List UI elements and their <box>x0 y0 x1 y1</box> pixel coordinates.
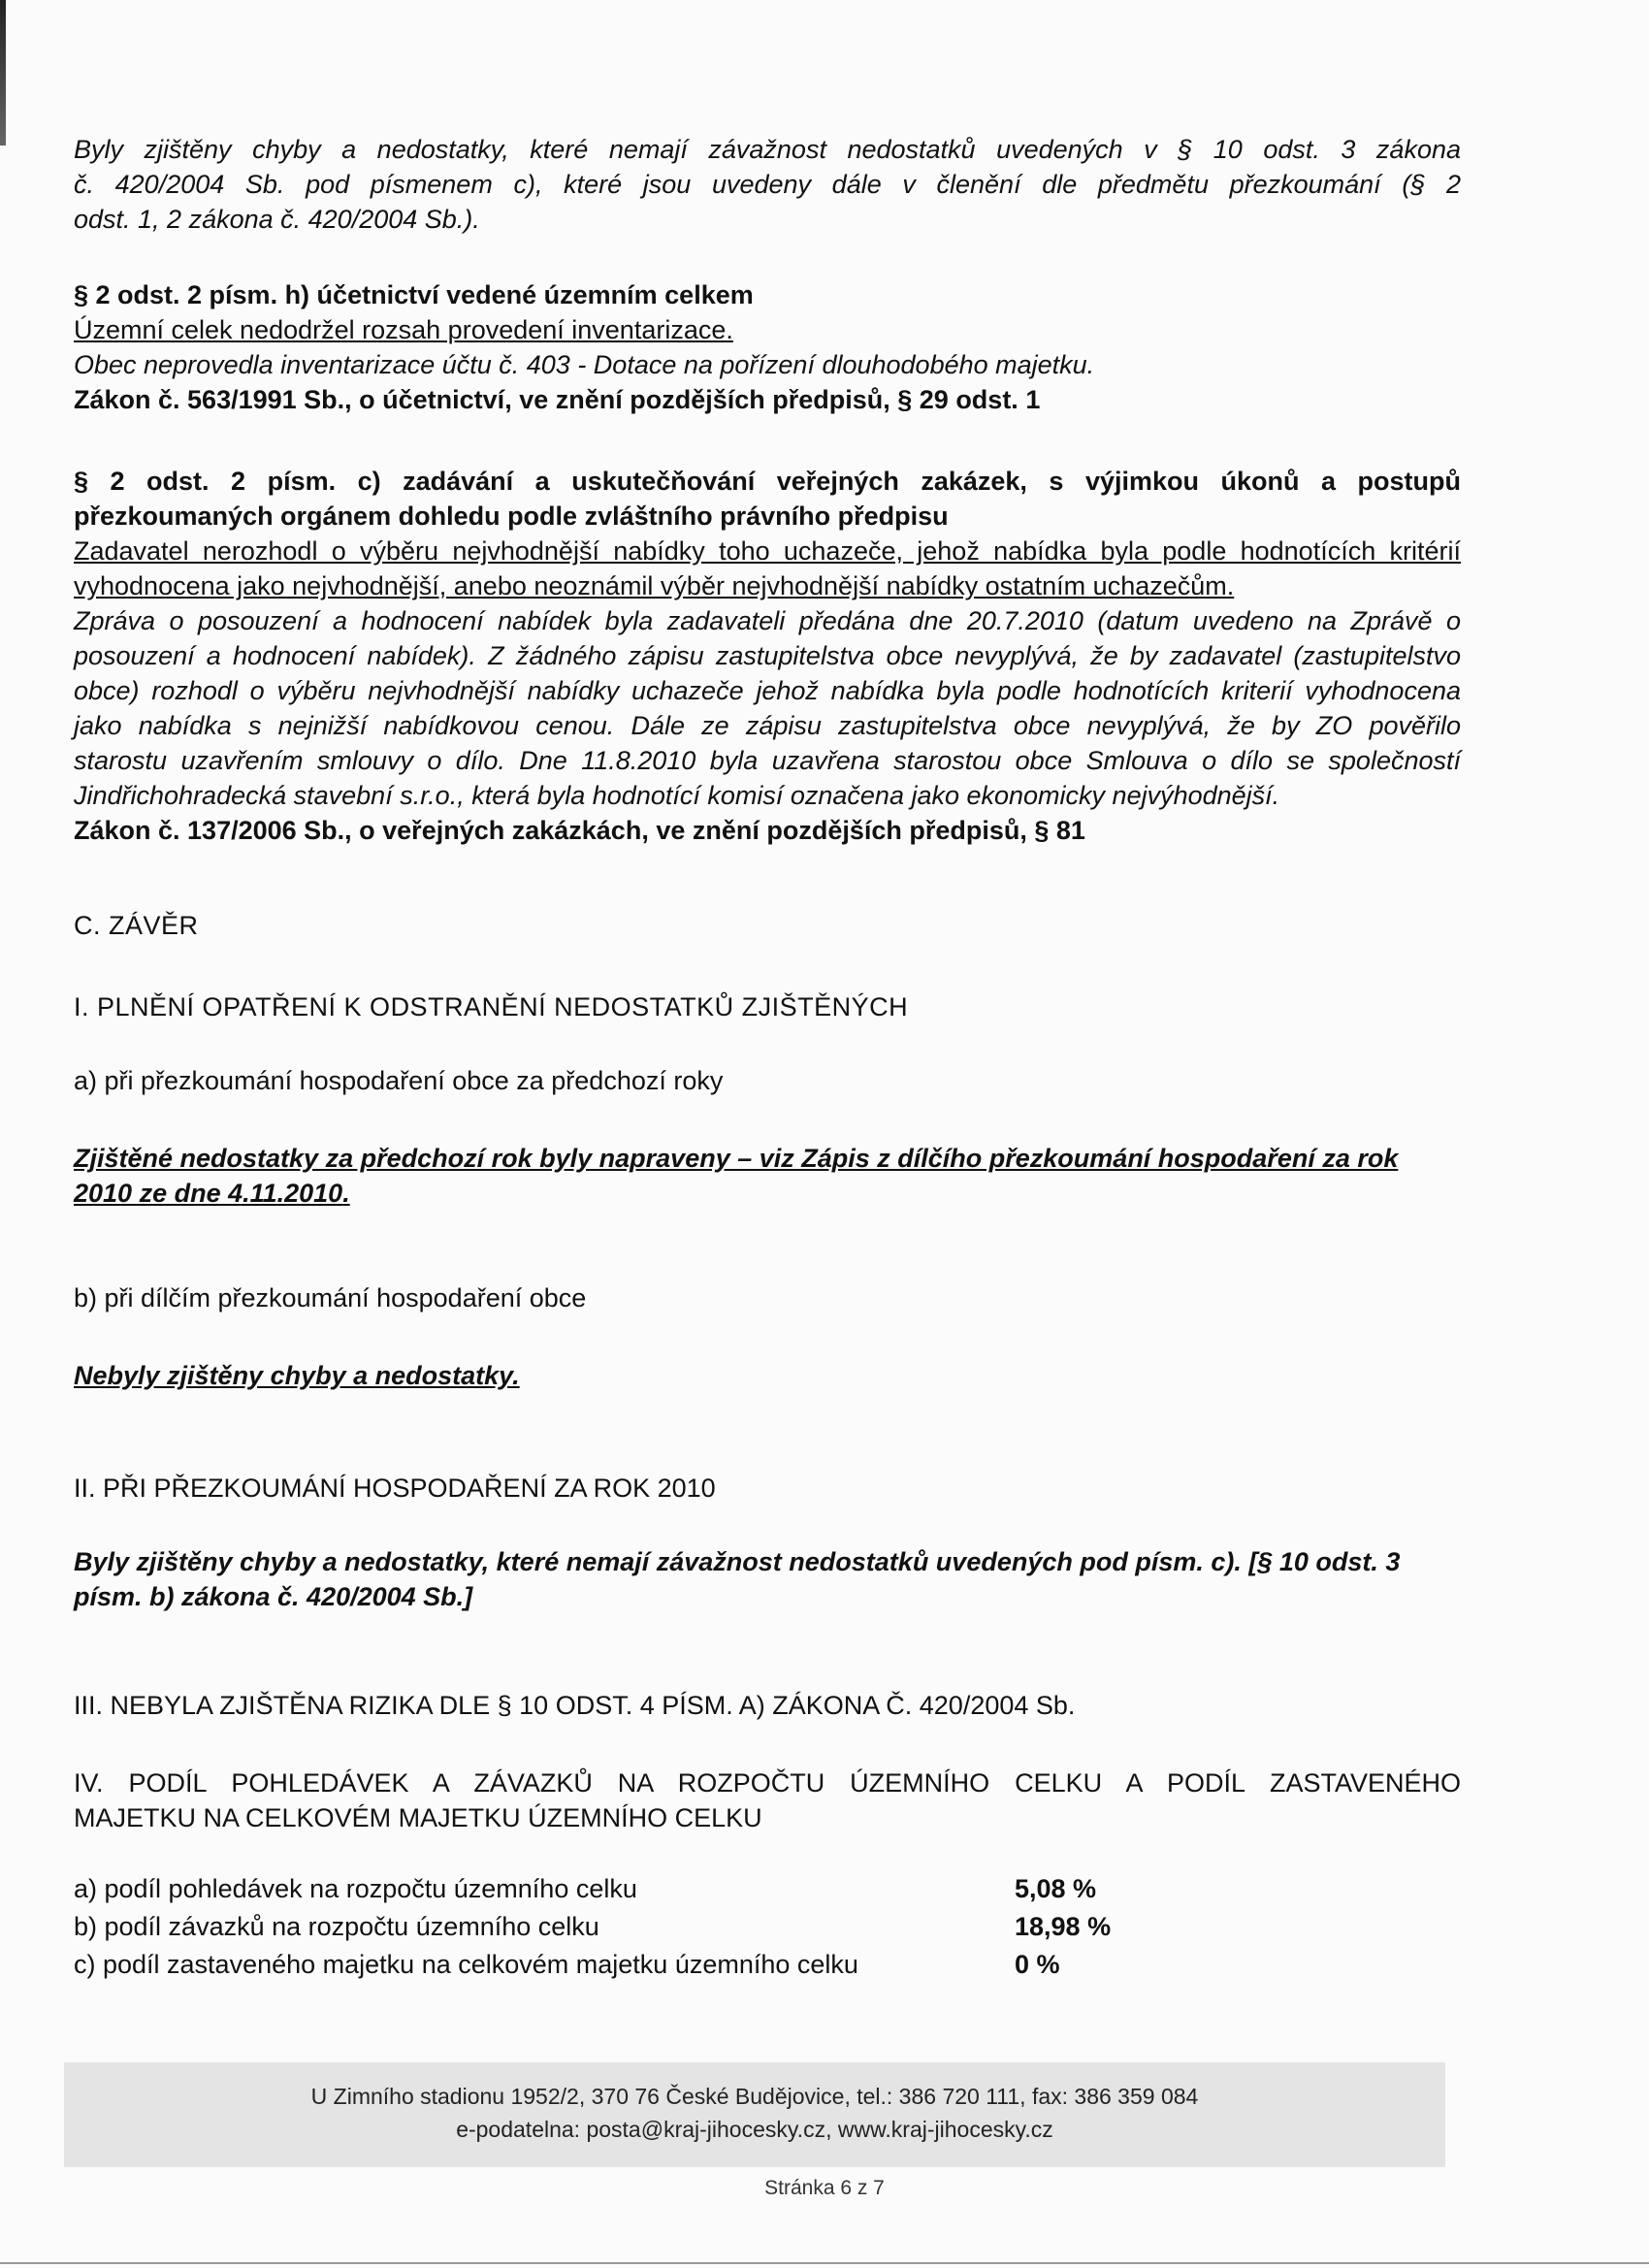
scan-edge-mark <box>0 0 6 146</box>
ratio-value: 5,08 % <box>1015 1874 1097 1903</box>
ratio-row <box>74 1908 1461 1946</box>
section-finding: vyhodnocena jako nejvhodnější, anebo neoznámil výběr nejvhodnější nabídky ostatním uchazečům. <box>74 571 1235 600</box>
part1-a-result <box>74 1141 1461 1211</box>
result-line: Byly zjištěny chyby a nedostatky, které nemají závažnost nedostatků uvedených pod písm. c). [§ 10 odst. 3 <box>74 1547 1401 1576</box>
section-finding: Zadavatel nerozhodl o výběru nejvhodnější nabídky toho uchazeče, jehož nabídka byla podle hodnotících kritérií <box>74 536 1461 566</box>
footer-contact: e-podatelna: posta@kraj-jihocesky.cz, www.kraj-jihocesky.cz <box>456 2117 1053 2142</box>
ratio-value: 0 % <box>1015 1950 1060 1979</box>
intro-line: odst. 1, 2 zákona č. 420/2004 Sb.). <box>74 205 480 234</box>
page-number: Stránka 6 z 7 <box>764 2177 885 2199</box>
law-reference: Zákon č. 137/2006 Sb. <box>74 816 345 845</box>
law-reference-rest: , o účetnictví, ve znění pozdějších předpisů, § 29 odst. 1 <box>344 385 1041 414</box>
footer-address: U Zimního stadionu 1952/2, 370 76 České Budějovice, tel.: 386 720 111, fax: 386 359 084 <box>310 2084 1199 2109</box>
section-heading: přezkoumaných orgánem dohledu podle zvláštního právního předpisu <box>74 502 949 531</box>
part1-title: I. PLNĚNÍ OPATŘENÍ K ODSTRANĚNÍ NEDOSTATKŮ ZJIŠTĚNÝCH <box>74 992 909 1021</box>
part1-b-label: b) při dílčím přezkoumání hospodaření obce <box>74 1283 587 1312</box>
ratio-row <box>74 1870 1461 1908</box>
law-reference-rest: , o veřejných zakázkách, ve znění pozdějších předpisů, § 81 <box>344 816 1085 845</box>
section-detail: Obec neprovedla inventarizace účtu č. 403 - Dotace na pořízení dlouhodobého majetku. <box>74 350 1095 379</box>
law-reference: Zákon č. 563/1991 Sb. <box>74 385 345 414</box>
section-detail: Jindřichohradecká stavební s.r.o., která byla hodnotící komisí označena jako ekonomicky nejvýhodnější. <box>74 781 1280 810</box>
part4-title <box>74 1766 1461 1835</box>
result-line: 2010 ze dne 4.11.2010. <box>74 1179 350 1208</box>
result-line: Zjištěné nedostatky za předchozí rok byly napraveny – viz Zápis z dílčího přezkoumání hospodaření za rok <box>74 1144 1399 1173</box>
part1-b-result: Nebyly zjištěny chyby a nedostatky. <box>74 1361 520 1390</box>
section-heading: § 2 odst. 2 písm. h) účetnictví vedené územním celkem <box>74 280 754 309</box>
intro-line: Byly zjištěny chyby a nedostatky, které nemají závažnost nedostatků uvedených v § 10 odst. 3 zákona <box>74 135 1461 164</box>
conclusion-title: C. ZÁVĚR <box>74 911 199 940</box>
ratio-label: b) podíl závazků na rozpočtu územního celku <box>74 1912 599 1941</box>
ratio-list <box>74 1870 1461 1984</box>
section-detail: posouzení a hodnocení nabídek). Z žádného zápisu zastupitelstva obce nevyplývá, že by zadavatel (zastupitelstvo <box>74 641 1461 670</box>
part2-title: II. PŘI PŘEZKOUMÁNÍ HOSPODAŘENÍ ZA ROK 2010 <box>74 1474 716 1503</box>
ratio-row <box>74 1946 1461 1984</box>
intro-line: č. 420/2004 Sb. pod písmenem c), které jsou uvedeny dále v členění dle předmětu přezkoumání (§ 2 <box>74 170 1461 199</box>
section-accounting <box>74 277 1461 417</box>
ratio-label: c) podíl zastaveného majetku na celkovém majetku územního celku <box>74 1950 858 1979</box>
scan-bottom-edge <box>0 2262 1649 2264</box>
title-line: MAJETKU NA CELKOVÉM MAJETKU ÚZEMNÍHO CELKU <box>74 1803 762 1832</box>
section-detail: jako nabídka s nejnižší nabídkovou cenou. Dále ze zápisu zastupitelstva obce nevyplývá, že by ZO pověřilo <box>74 711 1461 740</box>
section-finding: Územní celek nedodržel rozsah provedení inventarizace. <box>74 315 733 344</box>
section-detail: starostu uzavřením smlouvy o dílo. Dne 11.8.2010 byla uzavřena starostou obce Smlouva o dílo se společností <box>74 746 1461 775</box>
section-public-procurement <box>74 464 1461 848</box>
section-heading: § 2 odst. 2 písm. c) zadávání a uskutečňování veřejných zakázek, s výjimkou úkonů a postupů <box>74 467 1461 496</box>
ratio-value: 18,98 % <box>1015 1912 1112 1941</box>
intro-paragraph <box>74 132 1461 237</box>
ratio-label: a) podíl pohledávek na rozpočtu územního celku <box>74 1874 637 1903</box>
part2-result <box>74 1544 1461 1614</box>
part1-a-label: a) při přezkoumání hospodaření obce za předchozí roky <box>74 1066 724 1095</box>
section-detail: Zpráva o posouzení a hodnocení nabídek byla zadavateli předána dne 20.7.2010 (datum uvedeno na Zprávě o <box>74 606 1461 635</box>
section-detail: obce) rozhodl o výběru nejvhodnější nabídky uchazeče jehož nabídka byla podle hodnotících kriterií vyhodnocena <box>74 676 1461 705</box>
footer-address-box <box>64 2062 1445 2167</box>
part3-title: III. NEBYLA ZJIŠTĚNA RIZIKA DLE § 10 ODST. 4 PÍSM. A) ZÁKONA Č. 420/2004 Sb. <box>74 1691 1076 1720</box>
title-line: IV. PODÍL POHLEDÁVEK A ZÁVAZKŮ NA ROZPOČTU ÚZEMNÍHO CELKU A PODÍL ZASTAVENÉHO <box>74 1768 1461 1798</box>
result-line: písm. b) zákona č. 420/2004 Sb.] <box>74 1582 473 1611</box>
